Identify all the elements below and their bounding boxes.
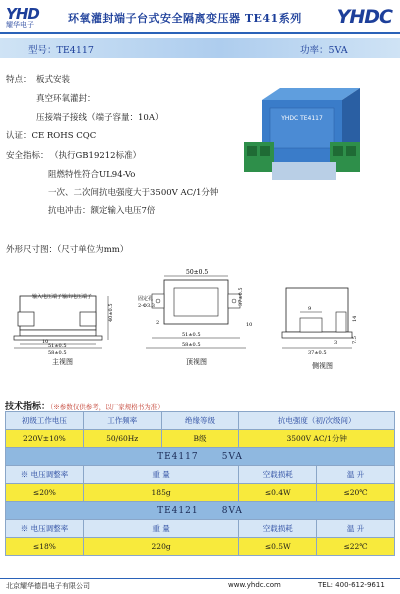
model-row: TE4121 8VA bbox=[6, 502, 395, 520]
table-cell: 50/60Hz bbox=[83, 430, 161, 448]
safety-label: 安全指标： bbox=[6, 151, 49, 161]
table-header-cell: 工作频率 bbox=[83, 412, 161, 430]
table-header-cell: 空载损耗 bbox=[239, 520, 317, 538]
dim-2: 2 bbox=[156, 320, 160, 326]
fixing-hole-label: 固定孔 bbox=[138, 296, 154, 302]
feature-item: 压接端子接线（端子容量：10A） bbox=[36, 113, 164, 123]
features-label: 特点： bbox=[6, 75, 32, 85]
footer-url[interactable]: www.yhdc.com bbox=[228, 581, 281, 589]
side-caption: 侧视图 bbox=[312, 362, 333, 370]
output-terminal-label: 输出电压端子 bbox=[62, 294, 93, 300]
product-label: YHDC TE4117 bbox=[281, 115, 323, 122]
dim-51: 51±0.5 bbox=[48, 343, 67, 349]
side-view-drawing bbox=[274, 282, 392, 374]
table-header-cell: 重 量 bbox=[83, 520, 239, 538]
dim-37-side: 37±0.5 bbox=[308, 350, 327, 356]
table-cell: ≤20℃ bbox=[317, 484, 395, 502]
brand-logo: YHDC bbox=[336, 6, 392, 28]
model-row: TE4117 5VA bbox=[6, 448, 395, 466]
table-cell: ≤0.5W bbox=[239, 538, 317, 556]
dim-58-top: 58±0.5 bbox=[182, 342, 201, 348]
safety-item: 抗电冲击：额定输入电压7倍 bbox=[48, 206, 156, 216]
safety-item: 阻燃特性符合UL94-Vo bbox=[48, 170, 136, 180]
table-header-cell: 抗电强度（初/次级间） bbox=[239, 412, 395, 430]
input-terminal-label: 输入电压端子 bbox=[32, 294, 63, 300]
model-label: 型号：TE4117 bbox=[28, 45, 94, 56]
model-bar bbox=[0, 38, 400, 58]
dim-10-top: 10 bbox=[246, 322, 253, 328]
table-cell: ≤20% bbox=[6, 484, 84, 502]
front-caption: 主视图 bbox=[52, 358, 73, 366]
table-cell: 185g bbox=[83, 484, 239, 502]
company-logo: YHD bbox=[6, 5, 39, 23]
feature-item: 真空环氧灌封： bbox=[36, 94, 96, 104]
top-view-drawing bbox=[136, 264, 266, 374]
product-image bbox=[242, 80, 382, 205]
feature-item: 板式安装 bbox=[36, 75, 71, 85]
table-header-cell: 温 升 bbox=[317, 466, 395, 484]
dim-10: 10 bbox=[42, 339, 49, 345]
dim-40: 40±0.5 bbox=[108, 303, 114, 322]
dim-37: 37±0.5 bbox=[238, 287, 244, 306]
table-cell: ≤18% bbox=[6, 538, 84, 556]
table-cell: 220g bbox=[83, 538, 239, 556]
table-header-cell: ※ 电压调整率 bbox=[6, 466, 84, 484]
table-cell: 3500V AC/1分钟 bbox=[239, 430, 395, 448]
dim-9: 9 bbox=[308, 306, 312, 312]
footer-company: 北京耀华德昌电子有限公司 bbox=[6, 582, 90, 590]
table-header-cell: 温 升 bbox=[317, 520, 395, 538]
table-header-cell: 初级工作电压 bbox=[6, 412, 84, 430]
brand-subtitle: 耀华电子 bbox=[6, 21, 34, 29]
dim-7-5: 7.5 bbox=[352, 336, 358, 344]
footer-tel: TEL: 400-612-9611 bbox=[318, 581, 385, 589]
table-cell: B级 bbox=[161, 430, 239, 448]
spec-title: 技术指标：（※参数仅供参考，以厂家规格书为准） bbox=[5, 402, 164, 412]
table-cell: 220V±10% bbox=[6, 430, 84, 448]
certification: 认证：CE ROHS CQC bbox=[6, 131, 97, 141]
spec-note: （※参数仅供参考，以厂家规格书为准） bbox=[50, 403, 164, 411]
page-title: 环氧灌封端子台式安全隔离变压器 TE41系列 bbox=[68, 12, 302, 25]
dim-58: 58±0.5 bbox=[48, 350, 67, 356]
dim-3: 3 bbox=[334, 340, 338, 346]
table-cell: ≤0.4W bbox=[239, 484, 317, 502]
header-divider bbox=[0, 32, 400, 34]
table-header-cell: 绝缘等级 bbox=[161, 412, 239, 430]
table-header-cell: 重 量 bbox=[83, 466, 239, 484]
footer-divider bbox=[0, 578, 400, 579]
table-header-cell: ※ 电压调整率 bbox=[6, 520, 84, 538]
dim-50: 50±0.5 bbox=[186, 269, 209, 276]
dim-51-top: 51±0.5 bbox=[182, 332, 201, 338]
power-label: 功率：5VA bbox=[300, 45, 348, 56]
table-header-cell: 空载损耗 bbox=[239, 466, 317, 484]
spec-table bbox=[5, 411, 395, 556]
safety-item: （执行GB19212标准） bbox=[50, 151, 142, 161]
safety-item: 一次、二次间抗电强度大于3500V AC/1分钟 bbox=[48, 188, 219, 198]
dim-14: 14 bbox=[352, 315, 358, 322]
hole-spec: 2-Φ3.3 bbox=[138, 303, 155, 309]
top-caption: 顶视图 bbox=[186, 358, 207, 366]
dimensions-label: 外形尺寸图：（尺寸单位为mm） bbox=[6, 245, 129, 255]
table-cell: ≤22℃ bbox=[317, 538, 395, 556]
front-view-drawing bbox=[8, 278, 126, 366]
